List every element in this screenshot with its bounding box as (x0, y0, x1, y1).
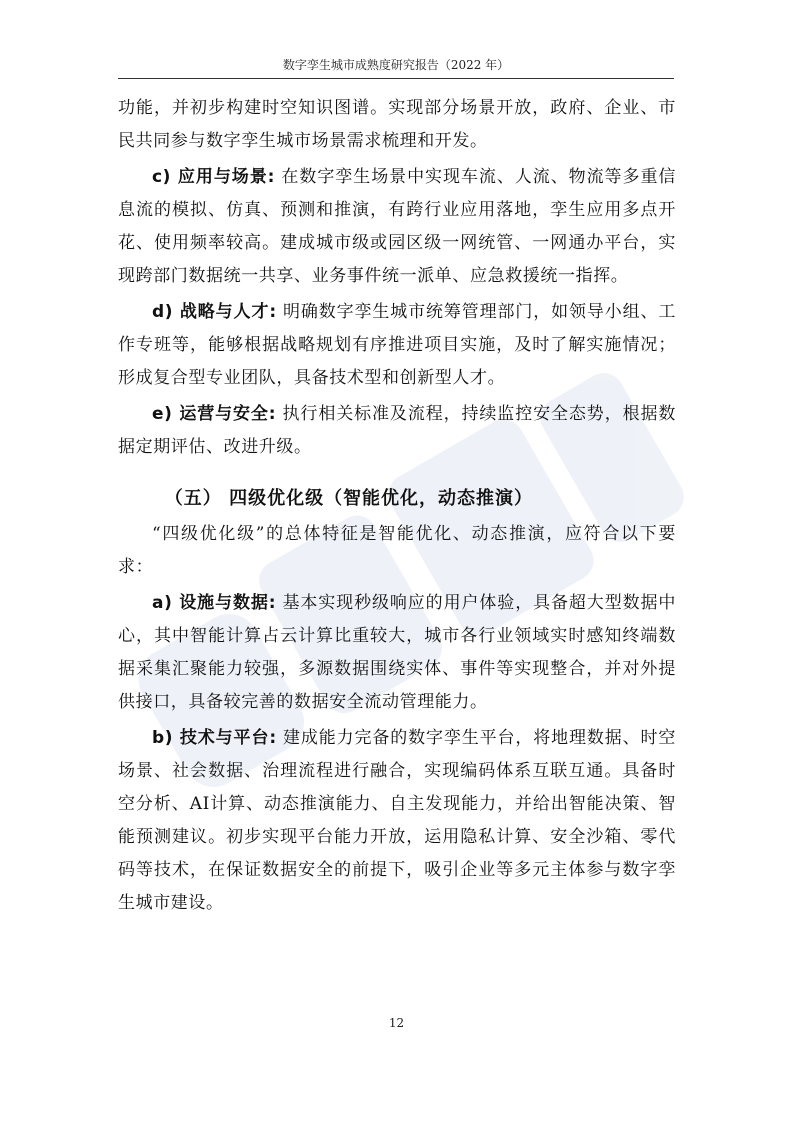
paragraph-term: d) 战略与人才: (152, 302, 277, 322)
paragraph-text: “四级优化级”的总体特征是智能优化、动态推演，应符合以下要求： (118, 524, 676, 577)
paragraph-term: c) 应用与场景: (152, 167, 276, 187)
paragraph-1 (118, 92, 676, 158)
paragraph-text: 在数字孪生场景中实现车流、人流、物流等多重信息流的模拟、仿真、预测和推演，有跨行业应用落地，孪生应用多点开花、使用频率较高。建成城市级或园区级一网统管、一网通办平台，实现跨部门数据统一共享、业务事件统一派单、应急救援统一指挥。 (118, 167, 677, 286)
paragraph-term: e) 运营与安全: (152, 404, 277, 424)
paragraph-text: 建成能力完备的数字孪生平台，将地理数据、时空场景、社会数据、治理流程进行融合，实现编码体系互联互通。具备时空分析、AI计算、动态推演能力、自主发现能力，并给出智能决策、智能预测建议。初步实现平台能力开放，运用隐私计算、安全沙箱、零代码等技术，在保证数据安全的前提下，吸引企业等多元主体参与数字孪生城市建设。 (118, 728, 676, 913)
paragraph-level4-overview (118, 518, 676, 584)
paragraph-term: a) 设施与数据: (152, 593, 277, 613)
header-rule (118, 78, 674, 79)
paragraph-text: 基本实现秒级响应的用户体验，具备超大型数据中心，其中智能计算占云计算比重较大，城市各行业领域实时感知终端数据采集汇聚能力较强，多源数据围绕实体、事件等实现整合，并对外提供接口，具备较完善的数据安全流动管理能力。 (118, 593, 677, 712)
paragraph-text: 执行相关标准及流程，持续监控安全态势，根据数据定期评估、改进升级。 (118, 404, 677, 457)
paragraph-term: b) 技术与平台: (152, 728, 277, 748)
page-header: 数字孪生城市成熟度研究报告（2022 年） (282, 58, 510, 72)
paragraph-text: 功能，并初步构建时空知识图谱。实现部分场景开放，政府、企业、市民共同参与数字孪生城市场景需求梳理和开发。 (118, 98, 676, 151)
paragraph-strategy-talent (118, 296, 676, 395)
paragraph-applications-scenarios (118, 161, 676, 293)
paragraph-operations-security (118, 398, 676, 464)
page-number: 12 (388, 1016, 405, 1030)
paragraph-technology-platform (118, 722, 676, 920)
paragraph-text: 明确数字孪生城市统筹管理部门，如领导小组、工作专班等，能够根据战略规划有序推进项目实施，及时了解实施情况；形成复合型专业团队，具备技术型和创新型人才。 (118, 302, 676, 388)
paragraph-facilities-data (118, 587, 676, 719)
document-body (118, 92, 676, 920)
section-heading: （五） 四级优化级（智能优化，动态推演） (164, 488, 534, 509)
